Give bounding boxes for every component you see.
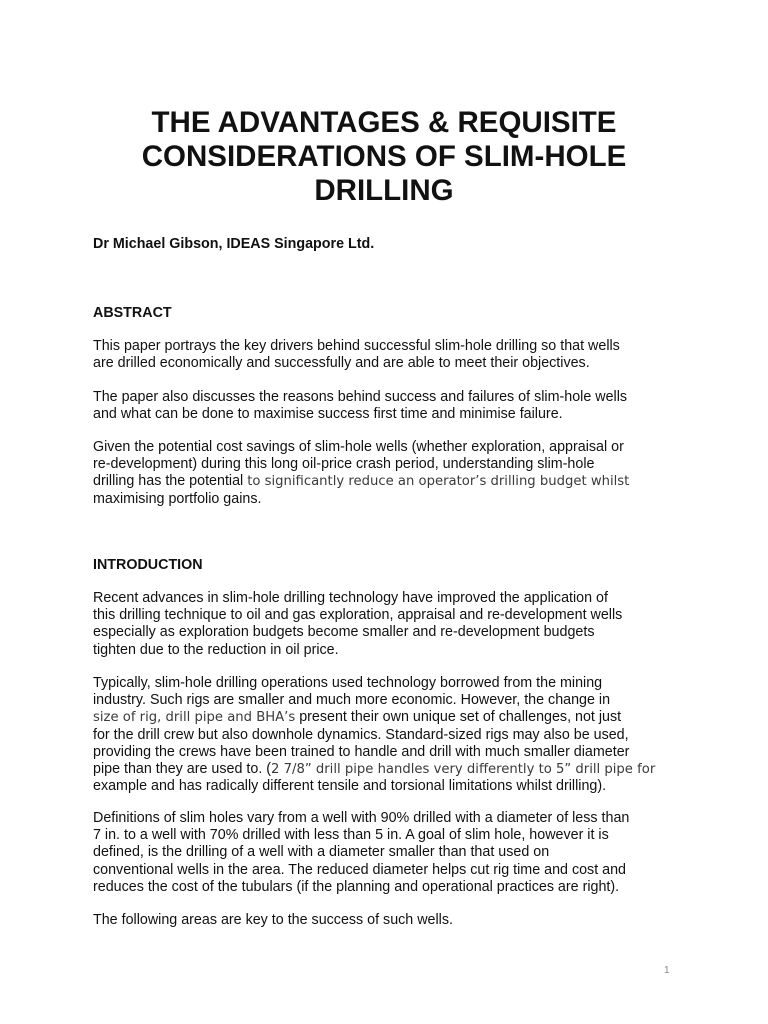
text-segment: drilling has the potential [93,473,248,490]
title-line: THE ADVANTAGES & REQUISITE [151,106,617,139]
text-line [93,709,693,726]
abstract-paragraph-1 [93,338,693,372]
text-line: Typically, slim-hole drilling operations used technology borrowed from the mining [93,675,603,691]
text-line: 7 in. to a well with 70% drilled with less than 5 in. A goal of slim hole, however it is [93,827,609,844]
text-line [93,761,693,778]
text-line: Given the potential cost savings of slim-hole wells (whether exploration, appraisal or [93,439,624,455]
text-line: conventional wells in the area. The reduced diameter helps cut rig time and cost and [93,861,626,878]
abstract-paragraph-2 [93,389,693,423]
author-line: Dr Michael Gibson, IDEAS Singapore Ltd. [93,236,375,252]
document-title [93,106,675,208]
title-line: DRILLING [314,174,454,207]
text-line: this drilling technique to oil and gas exploration, appraisal and re-development wells [93,607,623,624]
text-line: Recent advances in slim-hole drilling technology have improved the application of [93,590,608,606]
text-line: reduces the cost of the tubulars (if the planning and operational practices are right). [93,878,620,895]
introduction-paragraph-2 [93,675,693,795]
page-number: 1 [664,965,670,976]
text-line: The following areas are key to the success of such wells. [93,912,453,928]
introduction-paragraph-4 [93,912,693,929]
text-segment: to significantly reduce an operator’s drilling budget whilst [247,474,630,490]
text-segment: present their own unique set of challenges, not just [295,709,622,726]
text-line [93,473,693,490]
text-line: especially as exploration budgets become smaller and re-development budgets [93,624,595,641]
introduction-paragraph-3 [93,810,693,896]
text-segment: pipe than they are used to. ( [93,761,272,778]
text-line: Definitions of slim holes vary from a well with 90% drilled with a diameter of less than [93,810,630,826]
text-line: are drilled economically and successfully and are able to meet their objectives. [93,355,590,372]
abstract-heading: ABSTRACT [93,305,172,321]
title-line: CONSIDERATIONS OF SLIM-HOLE [141,140,627,173]
text-line: providing the crews have been trained to handle and drill with much smaller diameter [93,743,630,760]
abstract-paragraph-3 [93,439,693,508]
text-line: and what can be done to maximise success first time and minimise failure. [93,406,563,423]
text-line: re-development) during this long oil-price crash period, understanding slim-hole [93,456,595,473]
text-line: tighten due to the reduction in oil price. [93,641,339,658]
text-line: maximising portfolio gains. [93,490,262,507]
text-line: The paper also discusses the reasons behind success and failures of slim-hole wells [93,389,628,405]
introduction-paragraph-1 [93,590,693,659]
text-line: defined, is the drilling of a well with a diameter smaller than that used on [93,844,550,861]
text-line: This paper portrays the key drivers behind successful slim-hole drilling so that wells [93,338,620,354]
text-segment: size of rig, drill pipe and BHA’s [93,710,296,726]
text-line: industry. Such rigs are smaller and much more economic. However, the change in [93,692,611,709]
text-line: for the drill crew but also downhole dynamics. Standard-sized rigs may also be used, [93,726,629,743]
text-line: example and has radically different tensile and torsional limitations whilst drilling). [93,778,607,795]
text-segment: 2 7/8” drill pipe handles very differently to 5” drill pipe for [271,762,656,778]
introduction-heading: INTRODUCTION [93,557,203,573]
